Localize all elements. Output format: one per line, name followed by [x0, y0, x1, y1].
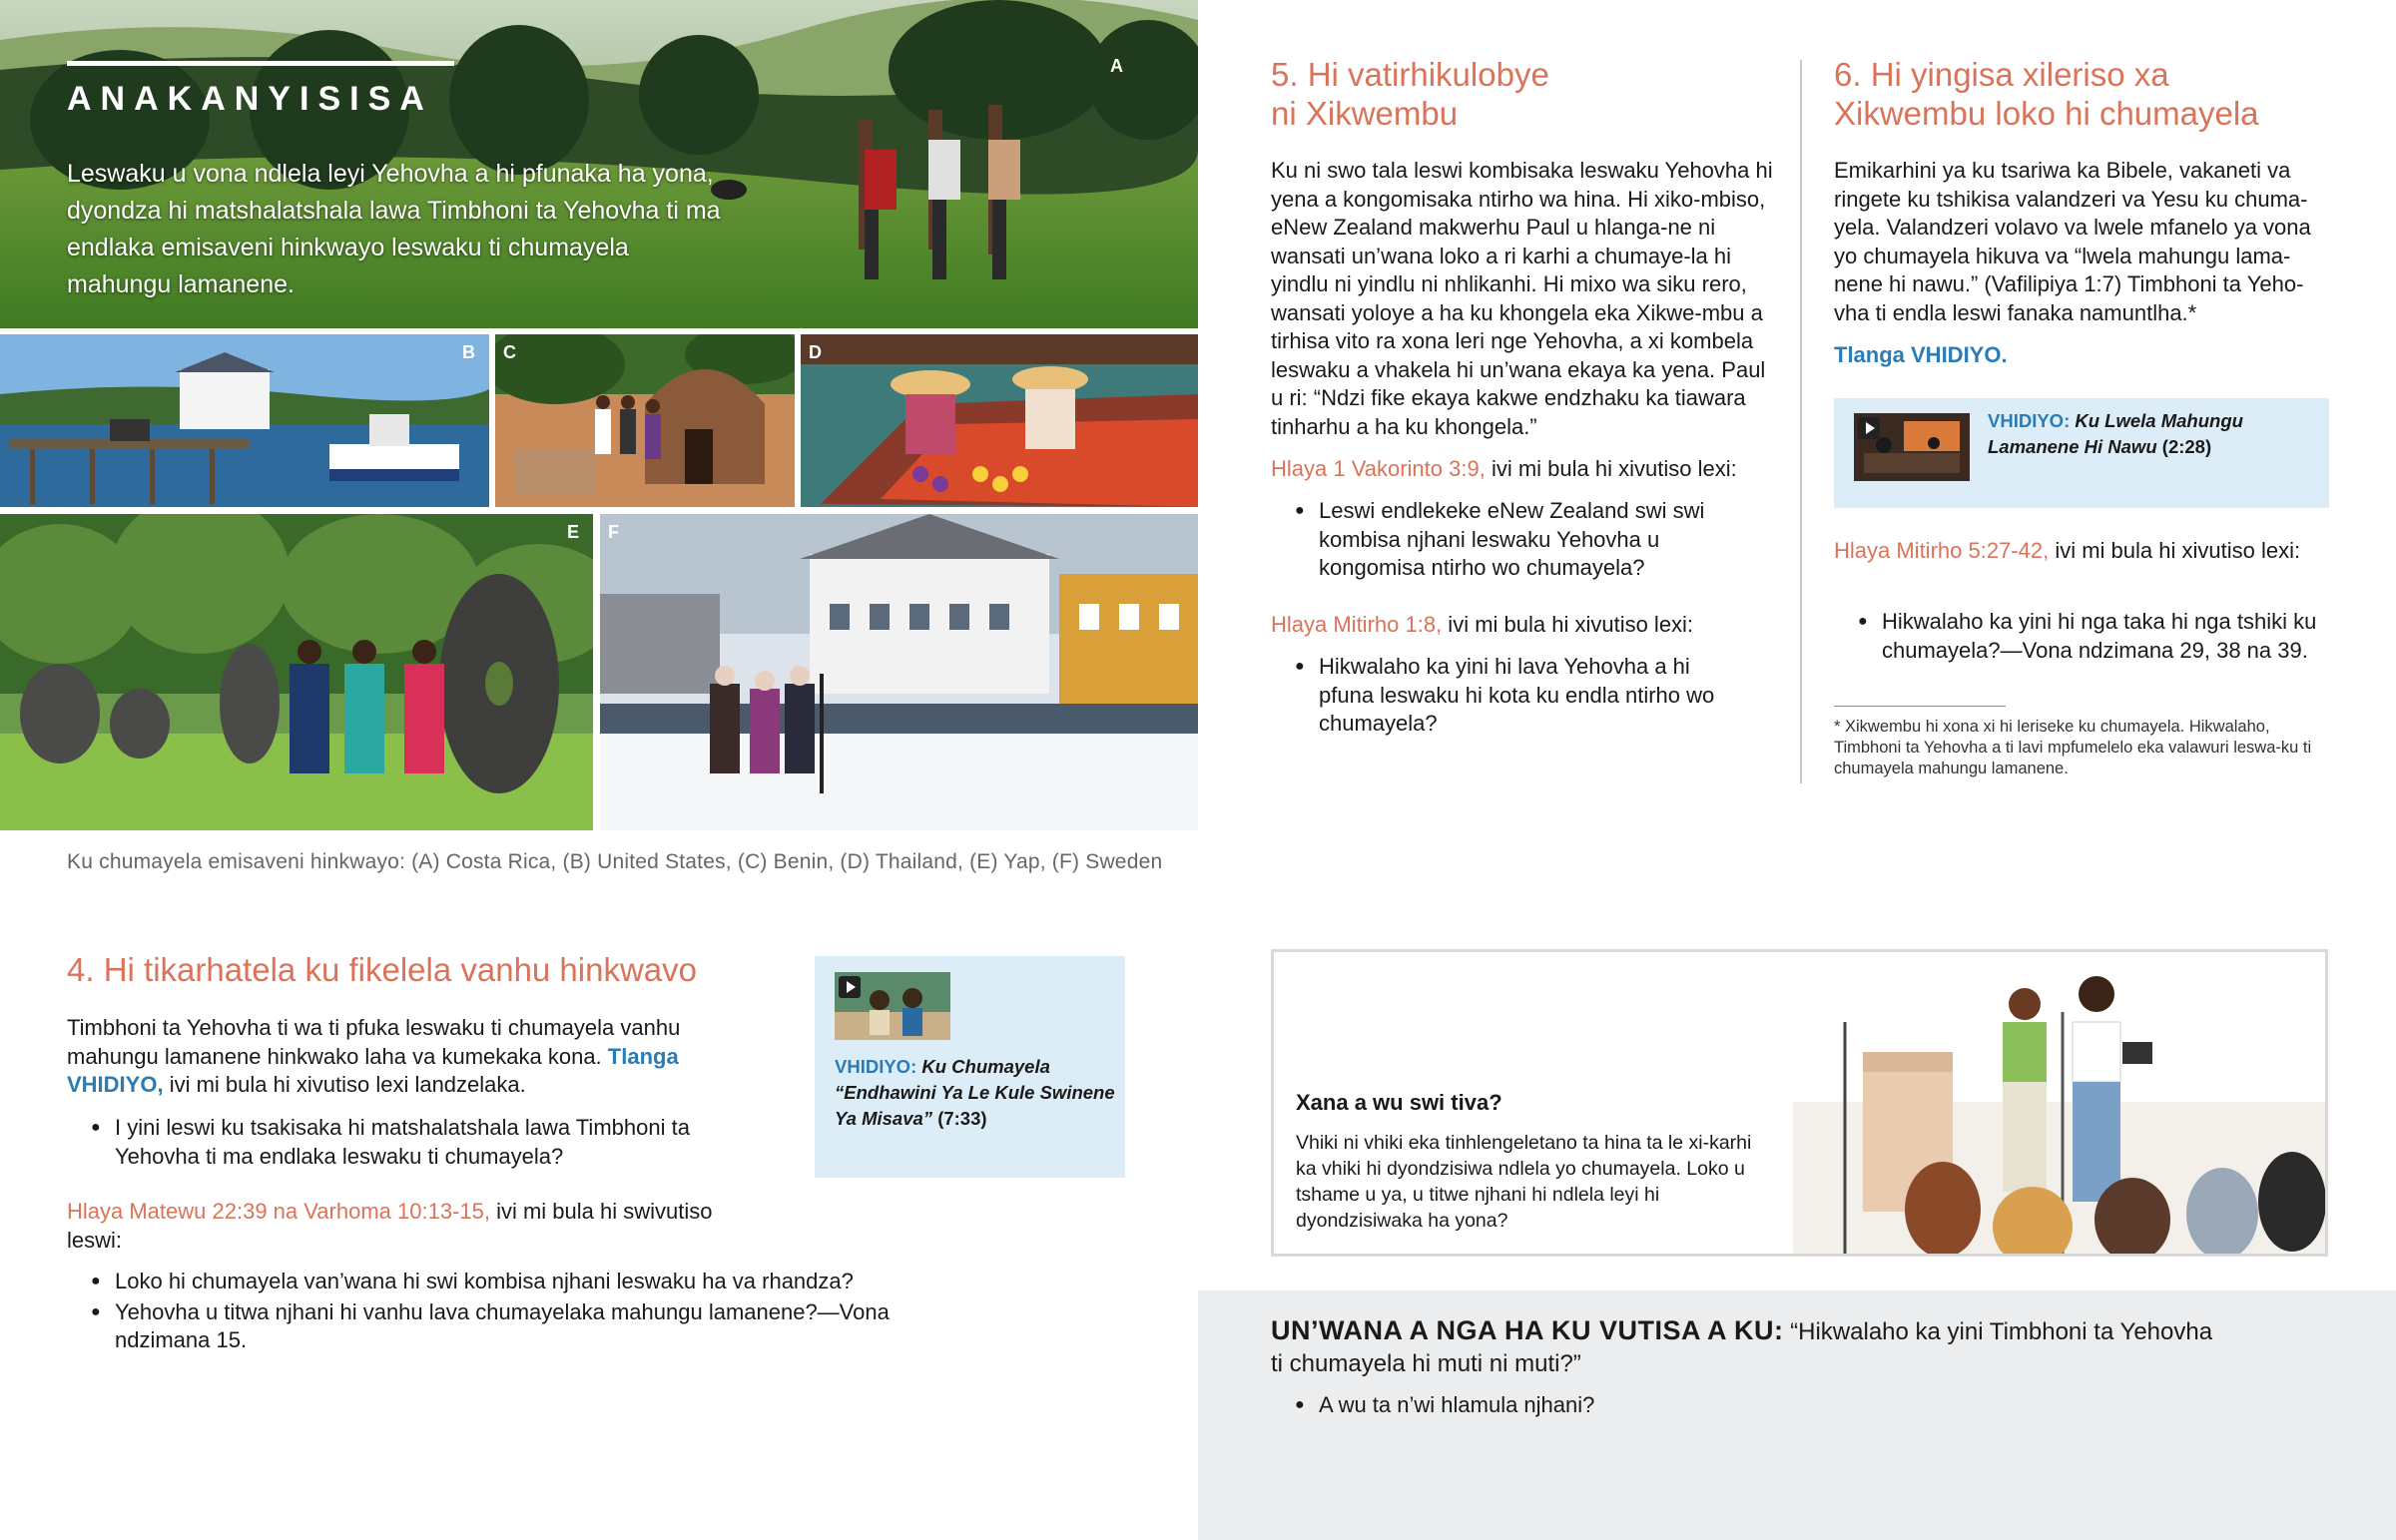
section-4-ref-after: ivi mi bula hi swivutiso leswi:	[67, 1199, 713, 1253]
section-4-video-title: Ku Chumayela “Endhawini Ya Le Kule Swinene Ya Misava”	[835, 1056, 1115, 1129]
did-you-know-title: Xana a wu swi tiva?	[1296, 1090, 1502, 1115]
photo-label-c: C	[503, 342, 516, 362]
section-6-video-info	[1988, 408, 2317, 460]
section-5-bullets-b	[1271, 653, 1740, 751]
question-lead: UN’WANA A NGA HA KU VUTISA A KU:	[1271, 1315, 1784, 1345]
photo-label-d: D	[809, 342, 822, 362]
section-6-footnote: * Xikwembu hi xona xi hi leriseke ku chumayela. Hikwalaho, Timbhoni ta Yehovha a ti lavi mpfumelelo eka valawuri leswa-ku ti chumayela mahungu lamanene.	[1834, 718, 2312, 777]
section-6-scripture-ref[interactable]: Hlaya Mitirho 5:27-42,	[1834, 538, 2050, 563]
photo-label-e: E	[566, 522, 579, 542]
section-5-bullet-1: ● Leswi endlekeke eNew Zealand swi swi kombisa njhani leswaku Yehovha u kongomisa ntirho wo chumayela?	[1271, 497, 1770, 583]
section-4-title: 4. Hi tikarhatela ku fikelela vanhu hinkwavo	[67, 951, 698, 988]
section-4-scripture-ref[interactable]: Hlaya Matewu 22:39 na Varhoma 10:13-15,	[67, 1199, 490, 1224]
photo-benin	[495, 334, 795, 507]
section-5-text: Ku ni swo tala leswi kombisaka leswaku Yehovha hi yena a kongomisaka ntirho wa hina. Hi xiko-mbiso, eNew Zealand makwerhu Paul u hlanga-ne ni wansati un’wana loko a ri karhi a chumaye-la hi yindlu ni yindlu ni nhlikanhi. Hi mixo wa siku rero, wansati yoloye a ha ku khongela eka Xikwe-mbu a tirhisa vito ra xona leri nge Yehovha, a xi kombela leswaku a vhakela hi un’wana ekaya ka yena. Paul u ri: “Ndzi fike ekaya kakwe endzhaku ka tiawara tinharhu a ha ku khongela.”	[1271, 158, 1773, 439]
intro-heading: ANAKANYISISA	[67, 80, 433, 118]
section-6-bullet-1: ● Hikwalaho ka yini hi nga taka hi nga tshiki ku chumayela?—Vona ndzimana 29, 38 na 39.	[1834, 608, 2323, 665]
section-4-intro-text: Timbhoni ta Yehovha ti wa ti pfuka leswaku ti chumayela vanhu mahungu lamanene hinkwako laha va kumekaka kona.	[67, 1015, 681, 1069]
play-icon[interactable]	[1858, 417, 1880, 439]
section-5-ref-1-after: ivi mi bula hi xivutiso lexi:	[1485, 456, 1737, 481]
section-5-bullet-2: ● Hikwalaho ka yini hi lava Yehovha a hi pfuna leswaku hi kota ku endla ntirho wo chumayela?	[1271, 653, 1740, 739]
section-5-title	[1271, 55, 1750, 133]
column-divider	[1800, 60, 1802, 783]
question-bullet: ● A wu ta n’wi hlamula njhani?	[1271, 1391, 2070, 1420]
photo-united-states	[0, 334, 489, 507]
section-5-ref-2	[1271, 611, 1780, 640]
section-4-intro	[67, 1014, 726, 1100]
section-6-title-line-1: 6. Hi yingisa xileriso xa	[1834, 56, 2169, 93]
section-6-video-duration: (2:28)	[2161, 436, 2212, 457]
photo-thailand	[801, 334, 1198, 507]
intro-text: Leswaku u vona ndlela leyi Yehovha a hi pfunaka ha yona, dyondza hi matshalatshala lawa Timbhoni ta Yehovha ti ma endlaka emisaveni hinkwayo leswaku ti chumayela mahungu lamanene.	[67, 160, 721, 298]
section-6-video-label: VHIDIYO:	[1988, 410, 2071, 431]
section-4-bullet-2: ● Loko hi chumayela van’wana hi swi kombisa njhani leswaku ha va rhandza?	[67, 1268, 945, 1296]
photo-yap	[0, 514, 593, 830]
did-you-know-text: Vhiki ni vhiki eka tinhlengeletano ta hina ta le xi-karhi ka vhiki hi dyondzisiwa ndlela yo chumayela. Loko u tshame u ya, u titwe njhani hi ndlela leyi hi dyondzisiwaka ha yona?	[1296, 1132, 1752, 1232]
photo-label-a: A	[1110, 56, 1123, 76]
section-4-video-duration: (7:33)	[937, 1108, 987, 1129]
section-4-video-thumbnail[interactable]	[835, 972, 950, 1040]
footnote-rule	[1834, 706, 2006, 707]
section-4-video-link[interactable]: Tlanga VHIDIYO,	[67, 1043, 679, 1097]
question-text	[1271, 1314, 2219, 1380]
section-6-video-title: Ku Lwela Mahungu Lamanene Hi Nawu	[1988, 410, 2243, 457]
section-6-video-thumbnail[interactable]	[1854, 413, 1970, 481]
intro-rule	[67, 61, 454, 66]
section-6-ref	[1834, 537, 2333, 566]
section-4-video-card[interactable]	[815, 956, 1125, 1178]
section-6-title-line-2: Xikwembu loko hi chumayela	[1834, 95, 2259, 132]
section-6-ref-after: ivi mi bula hi xivutiso lexi:	[2049, 538, 2301, 563]
section-4-ref	[67, 1198, 766, 1255]
section-4-bullet-3: ● Yehovha u titwa njhani hi vanhu lava chumayelaka mahungu lamanene?—Vona ndzimana 15.	[67, 1298, 945, 1355]
section-5-title-line-2: ni Xikwembu	[1271, 95, 1459, 132]
section-5-title-line-1: 5. Hi vatirhikulobye	[1271, 56, 1549, 93]
section-5-scripture-ref-1[interactable]: Hlaya 1 Vakorinto 3:9,	[1271, 456, 1486, 481]
play-icon[interactable]	[839, 976, 861, 998]
section-4-bullets-b	[67, 1268, 945, 1367]
section-6-bullets	[1834, 608, 2323, 677]
section-5-scripture-ref-2[interactable]: Hlaya Mitirho 1:8,	[1271, 612, 1443, 637]
section-6-title	[1834, 55, 2373, 133]
photo-label-f: F	[608, 522, 619, 542]
section-4-video-label: VHIDIYO:	[835, 1056, 917, 1077]
section-5-ref-2-after: ivi mi bula hi xivutiso lexi:	[1442, 612, 1694, 637]
question-quote: “Hikwalaho ka yini Timbhoni ta Yehovha ti chumayela hi muti ni muti?”	[1271, 1318, 2213, 1377]
section-4-intro-after: ivi mi bula hi xivutiso lexi landzelaka.	[163, 1072, 526, 1097]
meeting-illustration	[1793, 952, 2328, 1254]
photo-sweden	[600, 514, 1198, 830]
section-6-video-link[interactable]: Tlanga VHIDIYO.	[1834, 342, 2008, 367]
section-6-text: Emikarhini ya ku tsariwa ka Bibele, vakaneti va ringete ku tshikisa valandzeri va Yesu ku chuma-yela. Valandzeri volavo va lwele mfanelo ya vona yo chumayela hikuva va “lwela mahungu lama-nene hi nawu.” (Vafilipiya 1:7) Timbhoni ta Yeho-vha ti endla leswi fanaka namuntlha.*	[1834, 158, 2311, 325]
photo-label-b: B	[462, 342, 475, 362]
did-you-know-box	[1271, 949, 2328, 1257]
section-4-bullets-a	[67, 1114, 746, 1183]
section-5-ref-1	[1271, 455, 1780, 484]
question-bullets	[1271, 1391, 2070, 1432]
section-5-bullets-a	[1271, 497, 1770, 595]
section-6-video-card[interactable]	[1834, 398, 2329, 508]
section-4-bullet-1: ● I yini leswi ku tsakisaka hi matshalatshala lawa Timbhoni ta Yehovha ti ma endlaka leswaku ti chumayela?	[67, 1114, 746, 1171]
photo-caption: Ku chumayela emisaveni hinkwayo: (A) Costa Rica, (B) United States, (C) Benin, (D) Thailand, (E) Yap, (F) Sweden	[67, 850, 1163, 873]
section-4-video-info	[835, 1054, 1119, 1132]
